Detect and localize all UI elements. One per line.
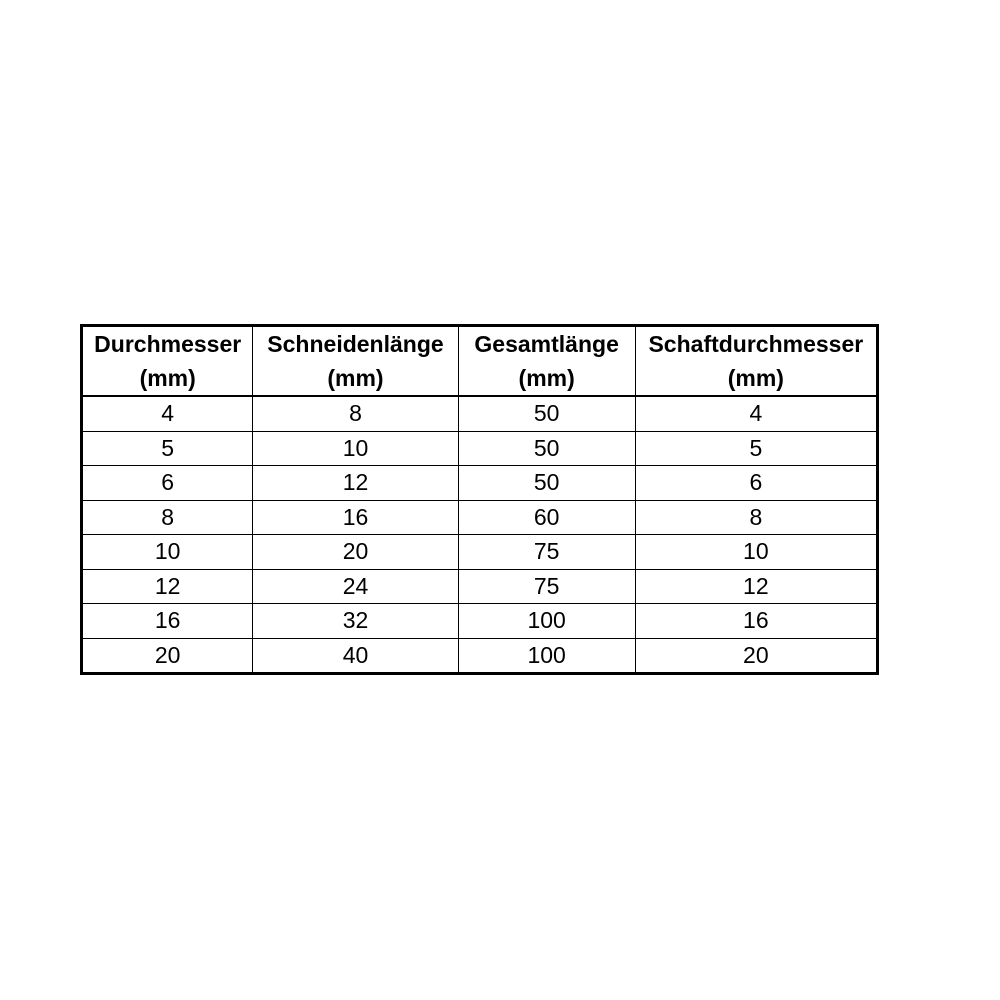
cell-gesamtlaenge: 50 xyxy=(458,466,635,501)
cell-schneidenlaenge: 32 xyxy=(253,604,458,639)
cell-schaftdurchmesser: 4 xyxy=(635,396,877,431)
table-row xyxy=(82,431,878,466)
table-row xyxy=(82,466,878,501)
header-durchmesser xyxy=(82,326,253,397)
header-unit: (mm) xyxy=(139,365,196,391)
header-label: Gesamtlänge xyxy=(474,331,619,357)
header-label: Schaftdurchmesser xyxy=(648,331,864,357)
table-header xyxy=(82,326,878,397)
cell-schaftdurchmesser: 20 xyxy=(635,638,877,674)
header-row xyxy=(82,326,878,397)
cell-durchmesser: 20 xyxy=(82,638,253,674)
cell-gesamtlaenge: 75 xyxy=(458,535,635,570)
cell-durchmesser: 12 xyxy=(82,569,253,604)
cell-schneidenlaenge: 10 xyxy=(253,431,458,466)
header-gesamtlaenge xyxy=(458,326,635,397)
table-body xyxy=(82,396,878,674)
cell-gesamtlaenge: 50 xyxy=(458,396,635,431)
cell-schaftdurchmesser: 5 xyxy=(635,431,877,466)
table-row xyxy=(82,569,878,604)
cell-schneidenlaenge: 24 xyxy=(253,569,458,604)
cell-gesamtlaenge: 100 xyxy=(458,604,635,639)
cell-durchmesser: 10 xyxy=(82,535,253,570)
header-unit: (mm) xyxy=(327,365,384,391)
header-label: Schneidenlänge xyxy=(267,331,444,357)
cell-gesamtlaenge: 100 xyxy=(458,638,635,674)
table-row xyxy=(82,604,878,639)
table-row xyxy=(82,638,878,674)
cell-schneidenlaenge: 20 xyxy=(253,535,458,570)
cell-schneidenlaenge: 12 xyxy=(253,466,458,501)
header-label: Durchmesser xyxy=(94,331,242,357)
cell-schaftdurchmesser: 8 xyxy=(635,500,877,535)
cell-gesamtlaenge: 60 xyxy=(458,500,635,535)
cell-durchmesser: 5 xyxy=(82,431,253,466)
dimensions-table xyxy=(80,324,879,675)
header-unit: (mm) xyxy=(518,365,575,391)
cell-durchmesser: 16 xyxy=(82,604,253,639)
cell-schneidenlaenge: 40 xyxy=(253,638,458,674)
cell-gesamtlaenge: 50 xyxy=(458,431,635,466)
header-schaftdurchmesser xyxy=(635,326,877,397)
table-row xyxy=(82,396,878,431)
cell-schneidenlaenge: 8 xyxy=(253,396,458,431)
cell-durchmesser: 8 xyxy=(82,500,253,535)
header-schneidenlaenge xyxy=(253,326,458,397)
table-row xyxy=(82,535,878,570)
cell-durchmesser: 6 xyxy=(82,466,253,501)
cell-schaftdurchmesser: 16 xyxy=(635,604,877,639)
cell-durchmesser: 4 xyxy=(82,396,253,431)
cell-schaftdurchmesser: 10 xyxy=(635,535,877,570)
cell-schaftdurchmesser: 6 xyxy=(635,466,877,501)
header-unit: (mm) xyxy=(727,365,784,391)
table-row xyxy=(82,500,878,535)
cell-schaftdurchmesser: 12 xyxy=(635,569,877,604)
cell-gesamtlaenge: 75 xyxy=(458,569,635,604)
cell-schneidenlaenge: 16 xyxy=(253,500,458,535)
